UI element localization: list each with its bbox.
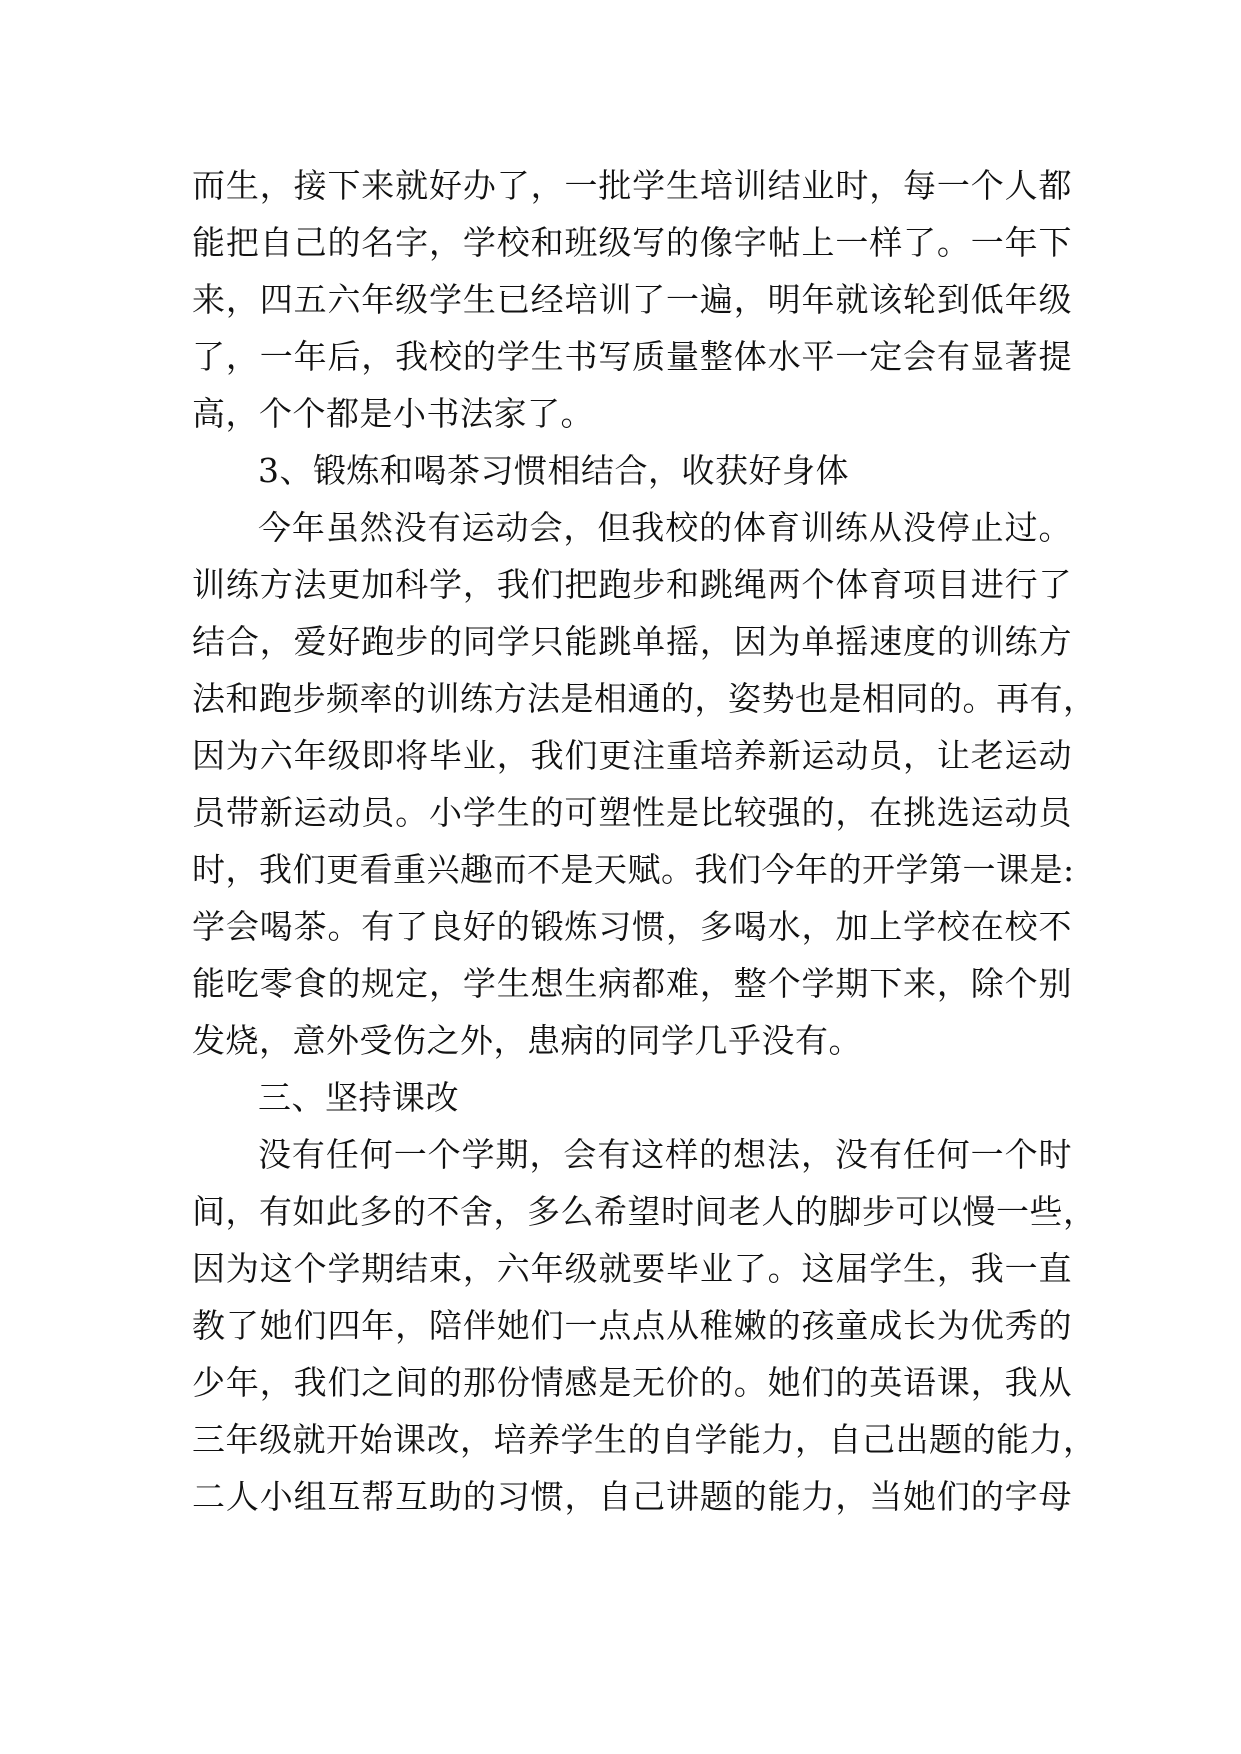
text-line: 少年，我们之间的那份情感是无价的。她们的英语课，我从 bbox=[192, 1363, 1072, 1402]
text-line: 间，有如此多的不舍，多么希望时间老人的脚步可以慢一些， bbox=[192, 1192, 1097, 1231]
text-line: 因为这个学期结束，六年级就要毕业了。这届学生，我一直 bbox=[192, 1249, 1072, 1288]
text-line: 法和跑步频率的训练方法是相通的，姿势也是相同的。再有， bbox=[192, 679, 1097, 718]
text-line: 训练方法更加科学，我们把跑步和跳绳两个体育项目进行了 bbox=[192, 565, 1072, 604]
text-line: 时，我们更看重兴趣而不是天赋。我们今年的开学第一课是: bbox=[192, 850, 1075, 889]
text-line: 了，一年后，我校的学生书写质量整体水平一定会有显著提 bbox=[192, 337, 1072, 376]
text-line: 学会喝茶。有了良好的锻炼习惯，多喝水，加上学校在校不 bbox=[192, 907, 1072, 946]
text-line: 教了她们四年，陪伴她们一点点从稚嫩的孩童成长为优秀的 bbox=[192, 1306, 1072, 1345]
text-line: 因为六年级即将毕业，我们更注重培养新运动员，让老运动 bbox=[192, 736, 1072, 775]
text-line: 今年虽然没有运动会，但我校的体育训练从没停止过。 bbox=[258, 508, 1072, 547]
text-line: 结合，爱好跑步的同学只能跳单摇，因为单摇速度的训练方 bbox=[192, 622, 1072, 661]
section-heading: 三、坚持课改 bbox=[258, 1078, 459, 1117]
text-line: 三年级就开始课改，培养学生的自学能力，自己出题的能力， bbox=[192, 1420, 1097, 1459]
text-line: 发烧，意外受伤之外，患病的同学几乎没有。 bbox=[192, 1021, 862, 1060]
text-line: 来，四五六年级学生已经培训了一遍，明年就该轮到低年级 bbox=[192, 280, 1072, 319]
section-heading: 3、锻炼和喝茶习惯相结合，收获好身体 bbox=[258, 451, 849, 490]
text-line: 二人小组互帮互助的习惯，自己讲题的能力，当她们的字母 bbox=[192, 1477, 1072, 1516]
text-line: 能把自己的名字，学校和班级写的像字帖上一样了。一年下 bbox=[192, 223, 1072, 262]
text-line: 高，个个都是小书法家了。 bbox=[192, 394, 594, 433]
text-line: 没有任何一个学期，会有这样的想法，没有任何一个时 bbox=[258, 1135, 1072, 1174]
text-line: 员带新运动员。小学生的可塑性是比较强的，在挑选运动员 bbox=[192, 793, 1072, 832]
text-line: 能吃零食的规定，学生想生病都难，整个学期下来，除个别 bbox=[192, 964, 1072, 1003]
text-line: 而生，接下来就好办了，一批学生培训结业时，每一个人都 bbox=[192, 166, 1072, 205]
